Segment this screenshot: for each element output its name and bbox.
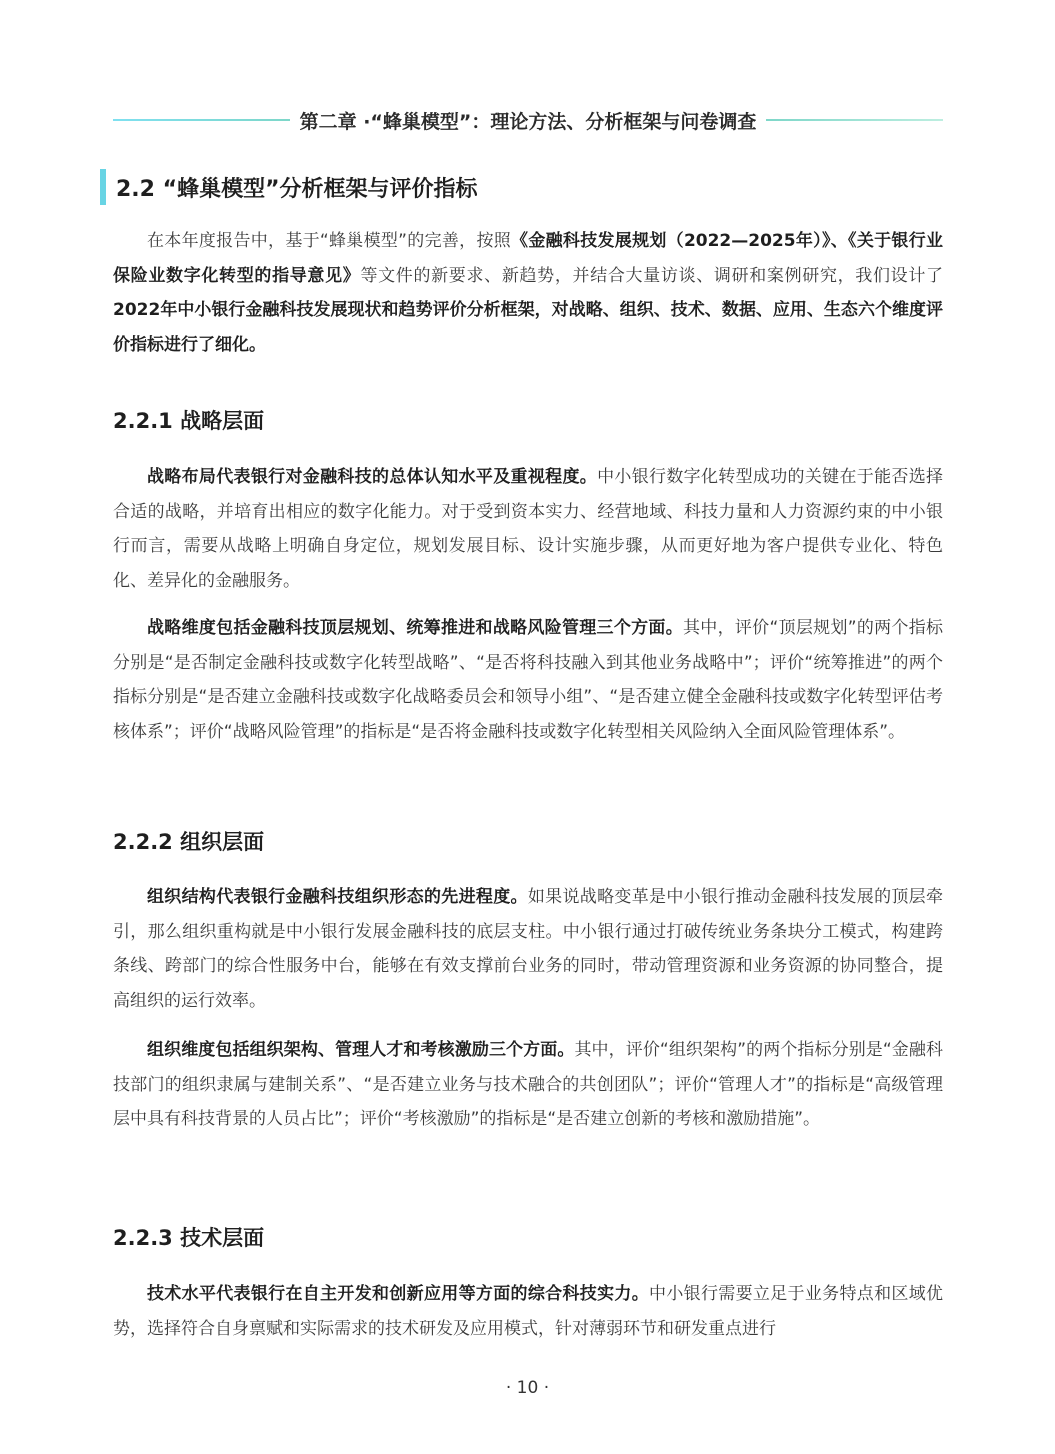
strategy-paragraph-1: [113, 460, 943, 598]
strategy-paragraph-2: [113, 611, 943, 749]
subsection-heading-technology: 2.2.3 技术层面: [113, 1226, 265, 1250]
organization-p1-text: 如果说战略变革是中小银行推动金融科技发展的顶层牵引，那么组织重构就是中小银行发展金融科技的底层支柱。中小银行通过打破传统业务条块分工模式，构建跨条线、跨部门的综合性服务中台，能够在有效支撑前台业务的同时，带动管理资源和业务资源的协同整合，提高组织的运行效率。: [113, 887, 943, 1011]
organization-p1-lead: 组织结构代表银行金融科技组织形态的先进程度。: [147, 887, 528, 907]
organization-p2-lead: 组织维度包括组织架构、管理人才和考核激励三个方面。: [147, 1040, 575, 1060]
section-heading: [100, 168, 478, 206]
strategy-p2-lead: 战略维度包括金融科技顶层规划、统筹推进和战略风险管理三个方面。: [147, 618, 684, 638]
header-rule-left: [113, 119, 290, 121]
strategy-p1-lead: 战略布局代表银行对金融科技的总体认知水平及重视程度。: [147, 467, 598, 487]
technology-p1-text: 中小银行需要立足于业务特点和区域优势，选择符合自身禀赋和实际需求的技术研发及应用模式，针对薄弱环节和研发重点进行: [113, 1284, 944, 1339]
organization-paragraph-1: [113, 880, 943, 1018]
running-header-title: 第二章 ·“蜂巢模型”：理论方法、分析框架与问卷调查: [299, 110, 757, 133]
page-number: · 10 ·: [505, 1378, 550, 1398]
intro-bold-2: 2022年中小银行金融科技发展现状和趋势评价分析框架，对战略、组织、技术、数据、应用、生态六个维度评价指标进行了细化。: [113, 300, 943, 355]
technology-p1-lead: 技术水平代表银行在自主开发和创新应用等方面的综合科技实力。: [147, 1284, 650, 1304]
header-rule-right: [766, 119, 943, 121]
subsection-heading-strategy: 2.2.1 战略层面: [113, 409, 265, 433]
intro-bold-1: 《金融科技发展规划（2022—2025年）》、《关于银行业保险业数字化转型的指导意见》: [113, 231, 943, 286]
subsection-heading-organization: 2.2.2 组织层面: [113, 830, 265, 854]
strategy-p2-text: 其中，评价“顶层规划”的两个指标分别是“是否制定金融科技或数字化转型战略”、“是否将科技融入到其他业务战略中”；评价“统筹推进”的两个指标分别是“是否建立金融科技或数字化战略委员会和领导小组”、“是否建立健全金融科技或数字化转型评估考核体系”；评价“战略风险管理”的指标是“是否将金融科技或数字化转型相关风险纳入全面风险管理体系”。: [113, 618, 943, 742]
intro-text-1: 在本年度报告中，基于“蜂巢模型”的完善，按照: [147, 231, 512, 251]
intro-text-2: 等文件的新要求、新趋势，并结合大量访谈、调研和案例研究，我们设计了: [360, 265, 944, 286]
organization-p2-text: 其中，评价“组织架构”的两个指标分别是“金融科技部门的组织隶属与建制关系”、“是否建立业务与技术融合的共创团队”；评价“管理人才”的指标是“高级管理层中具有科技背景的人员占比”；评价“考核激励”的指标是“是否建立创新的考核和激励措施”。: [113, 1040, 944, 1129]
technology-paragraph-1: [113, 1277, 943, 1346]
intro-paragraph: [113, 224, 943, 362]
organization-paragraph-2: [113, 1033, 943, 1137]
section-accent-bar: [100, 169, 106, 205]
running-header: [113, 104, 943, 136]
strategy-p1-text: 中小银行数字化转型成功的关键在于能否选择合适的战略，并培育出相应的数字化能力。对于受到资本实力、经营地域、科技力量和人力资源约束的中小银行而言，需要从战略上明确自身定位，规划发展目标、设计实施步骤，从而更好地为客户提供专业化、特色化、差异化的金融服务。: [113, 467, 944, 591]
section-title: 2.2 “蜂巢模型”分析框架与评价指标: [116, 176, 478, 202]
